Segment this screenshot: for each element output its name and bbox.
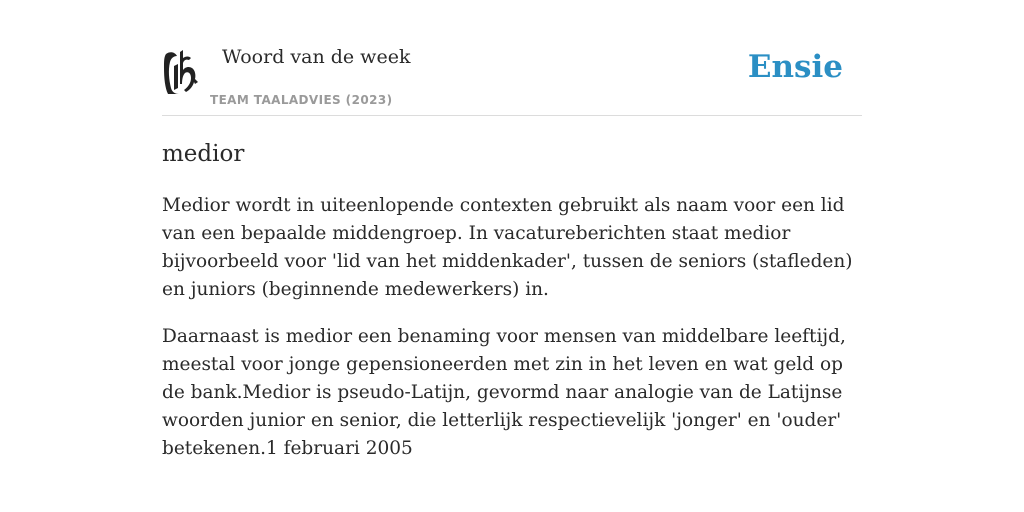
lion-logo-icon[interactable]	[162, 48, 200, 96]
term-title: medior	[162, 141, 245, 167]
definition-paragraph: Daarnaast is medior een benaming voor mensen van middelbare leeftijd, meestal voor jonge gepensioneerden met zin in het leven en wat geld op de bank.Medior is pseudo-Latijn, gevormd naar analogie van de Latijnse woorden junior en senior, die letterlijk respectievelijk 'jonger' en 'ouder' betekenen.1 februari 2005	[162, 326, 846, 459]
definition-paragraph: Medior wordt in uiteenlopende contexten gebruikt als naam voor een lid van een bepaalde middengroep. In vacatureberichten staat medior bijvoorbeeld voor 'lid van het middenkader', tussen de seniors (stafleden) en juniors (beginnende medewerkers) in.	[162, 195, 853, 300]
brand-logo[interactable]: Ensie	[747, 49, 843, 85]
source-title[interactable]: Woord van de week	[222, 46, 411, 68]
article-card	[162, 40, 862, 463]
source-meta: TEAM TAALADVIES (2023)	[210, 93, 393, 107]
source-header	[162, 40, 862, 116]
